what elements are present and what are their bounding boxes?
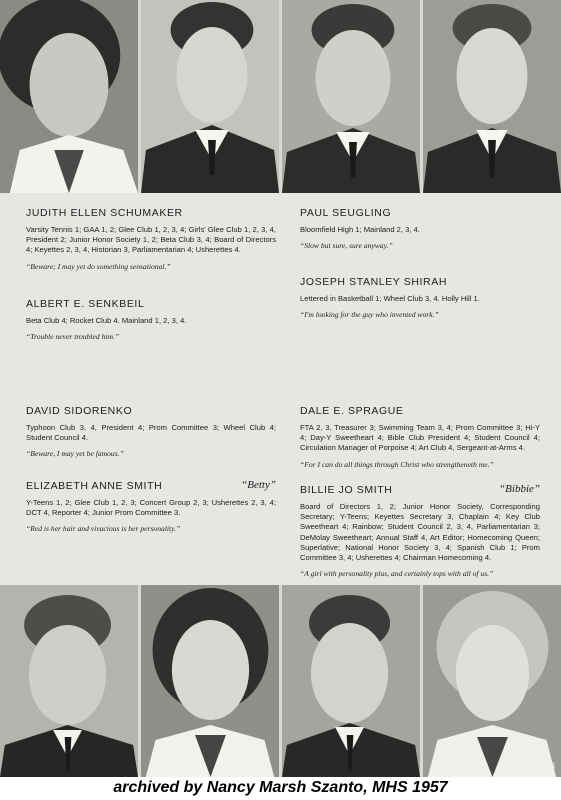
student-activities: Typhoon Club 3, 4, President 4; Prom Committee 3; Wheel Club 4; Student Council 4. [26, 423, 276, 443]
student-activities: Board of Directors 1, 2; Junior Honor Society, Corresponding Secretary; Y-Teens; Keyettes Secretary 3, Chaplain 4; Key Club Sweetheart 4; Rainbow; Student Council 2, 3, 4, Parliamentarian 3; DeMolay Sweetheart; Annual Staff 4, Art Editor; Homecoming Queen; Superlative; National Honor Society 3, 4; Spanish Club 1; Prom Committee 3, 4; Usherettes 4; Chairman Homecoming 4. [300, 502, 540, 563]
student-name: JOSEPH STANLEY SHIRAH [300, 276, 447, 288]
senior-entry [300, 276, 540, 320]
student-activities: Beta Club 4; Rocket Club 4. Mainland 1, 2, 3, 4. [26, 316, 187, 325]
senior-entry [300, 207, 540, 251]
page-number: 43 [544, 761, 555, 771]
archive-caption: archived by Nancy Marsh Szanto, MHS 1957 [113, 779, 448, 796]
portrait-photo-female [141, 585, 282, 777]
student-name: DALE E. SPRAGUE [300, 405, 404, 417]
senior-entry [26, 480, 276, 534]
student-nickname: “Bibbie” [499, 483, 540, 495]
student-activities: Lettered in Basketball 1; Wheel Club 3, 4. Holly Hill 1. [300, 294, 480, 303]
student-name: PAUL SEUGLING [300, 207, 392, 219]
student-activities: Y-Teens 1, 2; Glee Club 1, 2, 3; Concert Group 2, 3; Usherettes 2, 3, 4; DCT 4, Reporter 4; Junior Prom Committee 3. [26, 498, 276, 518]
portrait-photo-male [141, 0, 282, 193]
student-name: ELIZABETH ANNE SMITH [26, 480, 163, 492]
senior-entry [26, 207, 276, 272]
top-portrait-row [0, 0, 561, 193]
student-quote: “Beware, I may yet be famous.” [26, 449, 124, 459]
student-quote: “Trouble never troubled him.” [26, 332, 120, 342]
student-name: ALBERT E. SENKBEIL [26, 298, 145, 310]
portrait-photo-male [0, 585, 141, 777]
portrait-photo-male [282, 585, 423, 777]
student-quote: “I'm looking for the guy who invented work.” [300, 310, 439, 320]
portrait-photo-male [282, 0, 423, 193]
senior-entry [26, 405, 276, 459]
portrait-photo-female [423, 585, 561, 777]
student-quote: “Beware; I may yet do something sensational.” [26, 261, 171, 271]
student-activities: Varsity Tennis 1; GAA 1, 2; Glee Club 1, 2, 3, 4; Girls' Glee Club 1, 2, 3, 4, President 2; Junior Honor Society 1, 2; Beta Club 3, 4; Board of Directors 4; Keyettes 2, 3, 4, Historian 3, Parliamentarian 4; Usherettes 4. [26, 225, 276, 255]
student-activities: FTA 2, 3, Treasurer 3; Swimming Team 3, 4; Prom Committee 3; Hi-Y 4; Day-Y Sweetheart 4; Bible Club President 4; Student Council 4; Circulation Manager of Porpoise 4; Art Club 4, Sergeant-at-Arms 4. [300, 423, 540, 453]
student-quote: “Slow but sure, sure anyway.” [300, 241, 393, 251]
senior-entry [300, 484, 540, 579]
senior-entry [300, 405, 540, 470]
student-quote: “A girl with personality plus, and certainly tops with all of us.” [300, 569, 494, 579]
senior-entry [26, 298, 276, 342]
student-nickname: “Betty” [241, 479, 276, 491]
portrait-photo-male [423, 0, 561, 193]
bottom-portrait-row [0, 585, 561, 777]
portrait-photo-female [0, 0, 141, 193]
student-name: BILLIE JO SMITH [300, 484, 393, 496]
student-activities: Bloomfield High 1; Mainland 2, 3, 4. [300, 225, 420, 234]
student-quote: “For I can do all things through Christ who strengtheneth me.” [300, 459, 494, 469]
student-quote: “Red is her hair and vivacious is her personality.” [26, 524, 181, 534]
student-name: JUDITH ELLEN SCHUMAKER [26, 207, 183, 219]
student-name: DAVID SIDORENKO [26, 405, 133, 417]
